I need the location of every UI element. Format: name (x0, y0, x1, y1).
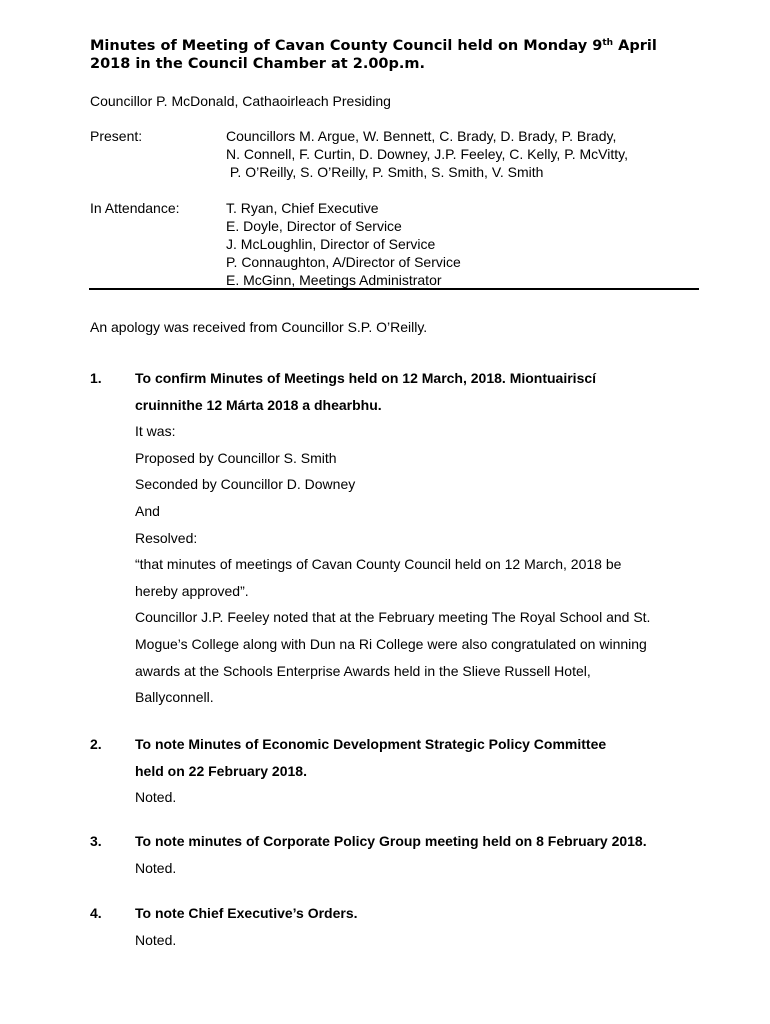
agenda-item-2 (90, 731, 700, 811)
title-text-2: April (613, 38, 657, 54)
item-heading: held on 22 February 2018. (135, 762, 307, 779)
present-label: Present: (90, 128, 143, 144)
item-body-line: awards at the Schools Enterprise Awards held in the Slieve Russell Hotel, (135, 662, 591, 679)
title-line-2: 2018 in the Council Chamber at 2.00p.m. (90, 56, 426, 72)
item-body-line: “that minutes of meetings of Cavan County Council held on 12 March, 2018 be (135, 556, 622, 573)
item-body-line: Proposed by Councillor S. Smith (135, 449, 337, 466)
agenda-item-1 (90, 365, 700, 711)
agenda-item-3 (90, 828, 700, 881)
item-number: 4. (90, 905, 102, 921)
item-heading: cruinnithe 12 Márta 2018 a dhearbhu. (135, 396, 382, 413)
item-body-line: Councillor J.P. Feeley noted that at the February meeting The Royal School and St. (135, 609, 651, 626)
attendance-line: E. Doyle, Director of Service (226, 218, 402, 234)
item-number: 2. (90, 736, 102, 752)
item-body-line: Noted. (135, 931, 177, 948)
item-body-line: Ballyconnell. (135, 689, 214, 706)
item-heading: To note Minutes of Economic Development Strategic Policy Committee (135, 736, 607, 752)
item-body-line: It was: (135, 423, 176, 440)
presiding-line: Councillor P. McDonald, Cathaoirleach Presiding (90, 93, 391, 109)
title-text-1: Minutes of Meeting of Cavan County Council held on Monday 9 (90, 38, 603, 54)
item-heading: To confirm Minutes of Meetings held on 12 March, 2018. Miontuairiscí (135, 370, 597, 386)
item-number: 1. (90, 370, 102, 386)
item-body-line: Resolved: (135, 529, 198, 546)
apology-text: An apology was received from Councillor S.P. O’Reilly. (90, 319, 428, 335)
item-body-line: Noted. (135, 789, 177, 806)
present-line: N. Connell, F. Curtin, D. Downey, J.P. Feeley, C. Kelly, P. McVitty, (226, 146, 628, 162)
item-body-line: Noted. (135, 859, 177, 876)
title-line-1 (90, 37, 710, 55)
present-line: P. O’Reilly, S. O’Reilly, P. Smith, S. Smith, V. Smith (226, 164, 544, 180)
item-heading: To note minutes of Corporate Policy Group meeting held on 8 February 2018. (135, 833, 647, 849)
attendance-line: E. McGinn, Meetings Administrator (226, 272, 442, 288)
item-body-line: Seconded by Councillor D. Downey (135, 476, 356, 493)
item-number: 3. (90, 833, 102, 849)
item-body-line: And (135, 502, 160, 519)
present-line: Councillors M. Argue, W. Bennett, C. Brady, D. Brady, P. Brady, (226, 128, 617, 144)
section-divider (89, 288, 699, 290)
attendance-line: J. McLoughlin, Director of Service (226, 236, 436, 252)
item-body-line: Mogue’s College along with Dun na Ri College were also congratulated on winning (135, 635, 647, 652)
title-ordinal-suffix: th (602, 38, 614, 48)
item-heading: To note Chief Executive’s Orders. (135, 905, 358, 921)
attendance-label: In Attendance: (90, 200, 180, 216)
attendance-line: T. Ryan, Chief Executive (226, 200, 379, 216)
agenda-item-4 (90, 900, 700, 953)
attendance-line: P. Connaughton, A/Director of Service (226, 254, 461, 270)
attendance-list (226, 199, 461, 289)
document-title (90, 37, 710, 73)
present-list (226, 127, 628, 181)
item-body-line: hereby approved”. (135, 582, 249, 599)
